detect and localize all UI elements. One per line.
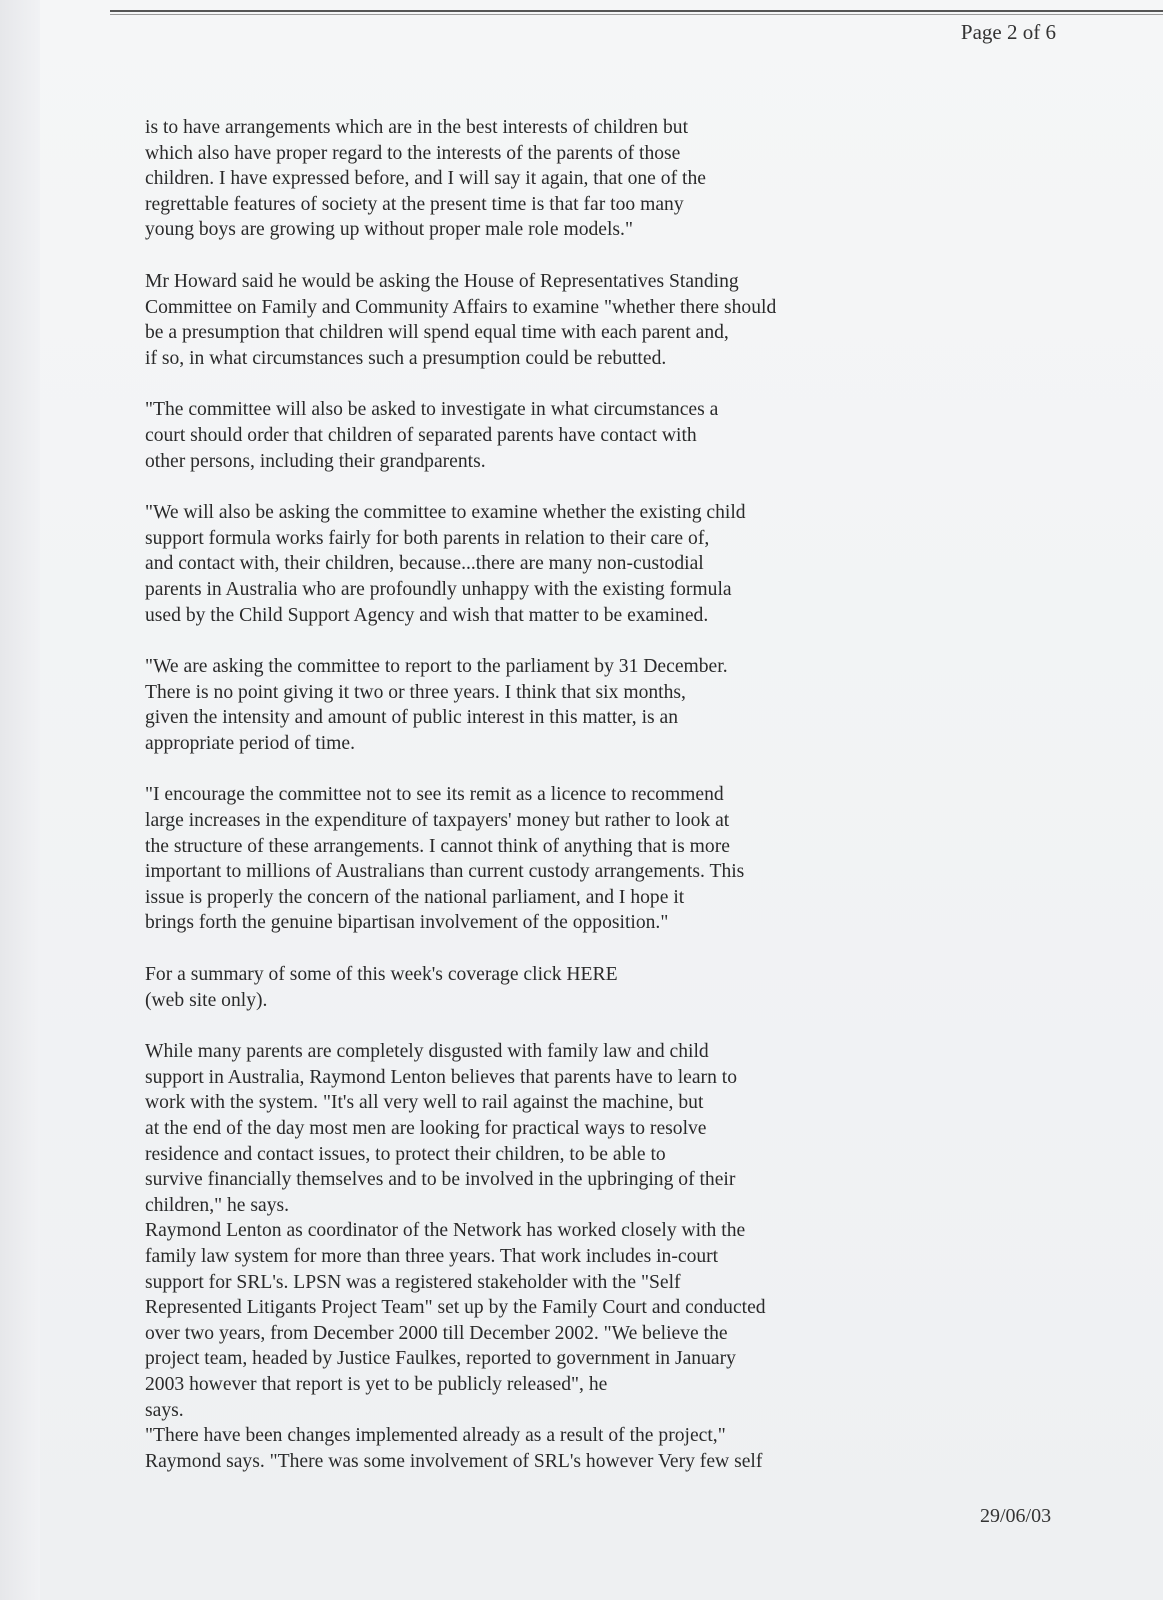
document-body [145, 115, 905, 1474]
text-line: large increases in the expenditure of taxpayers' money but rather to look at [145, 810, 730, 832]
text-line: other persons, including their grandparents. [145, 450, 486, 472]
text-line: Raymond Lenton as coordinator of the Network has worked closely with the [145, 1220, 746, 1242]
text-line: over two years, from December 2000 till December 2002. "We believe the [145, 1322, 728, 1344]
paragraph [145, 500, 905, 628]
text-line: Represented Litigants Project Team" set up by the Family Court and conducted [145, 1297, 766, 1319]
text-line: used by the Child Support Agency and wish that matter to be examined. [145, 604, 709, 626]
text-line: Mr Howard said he would be asking the House of Representatives Standing [145, 270, 739, 292]
text-line: given the intensity and amount of public interest in this matter, is an [145, 707, 679, 729]
text-line: is to have arrangements which are in the best interests of children but [145, 117, 689, 138]
text-line: at the end of the day most men are looking for practical ways to resolve [145, 1118, 707, 1139]
page-edge-shadow [0, 0, 40, 1600]
text-line: which also have proper regard to the interests of the parents of those [145, 142, 681, 164]
text-line: be a presumption that children will spend equal time with each parent and, [145, 322, 729, 344]
text-line: family law system for more than three years. That work includes in-court [145, 1245, 719, 1267]
text-line: support formula works fairly for both parents in relation to their care of, [145, 527, 710, 549]
text-line: support for SRL's. LPSN was a registered stakeholder with the "Self [145, 1271, 681, 1293]
text-line: work with the system. "It's all very well to rail against the machine, but [145, 1092, 704, 1114]
footer-date: 29/06/03 [980, 1505, 1052, 1527]
text-line: and contact with, their children, because...there are many non-custodial [145, 553, 704, 575]
text-line: There is no point giving it two or three years. I think that six months, [145, 681, 686, 703]
text-line: Raymond says. "There was some involvement of SRL's however Very few self [145, 1450, 763, 1472]
text-line: young boys are growing up without proper male role models." [145, 219, 633, 241]
paragraph [145, 962, 905, 1013]
text-line: "There have been changes implemented already as a result of the project," [145, 1425, 726, 1447]
page-number: Page 2 of 6 [960, 20, 1056, 44]
paragraph [145, 1218, 905, 1423]
text-line: support in Australia, Raymond Lenton believes that parents have to learn to [145, 1066, 738, 1088]
text-line: court should order that children of separated parents have contact with [145, 424, 697, 446]
paragraph [145, 115, 905, 243]
text-line: children. I have expressed before, and I will say it again, that one of the [145, 168, 706, 190]
text-line: the structure of these arrangements. I cannot think of anything that is more [145, 835, 730, 857]
text-line: "We will also be asking the committee to examine whether the existing child [145, 502, 746, 524]
text-line: While many parents are completely disgusted with family law and child [145, 1041, 709, 1063]
text-line: 2003 however that report is yet to be publicly released", he [145, 1373, 608, 1395]
paragraph [145, 1423, 905, 1474]
text-line: Committee on Family and Community Affairs to examine "whether there should [145, 296, 777, 318]
text-line: "We are asking the committee to report to the parliament by 31 December. [145, 656, 728, 678]
text-line: issue is properly the concern of the national parliament, and I hope it [145, 886, 685, 908]
text-line: project team, headed by Justice Faulkes, reported to government in January [145, 1348, 736, 1370]
text-line: important to millions of Australians than current custody arrangements. This [145, 861, 745, 883]
text-line: regrettable features of society at the present time is that far too many [145, 193, 684, 215]
text-line: survive financially themselves and to be involved in the upbringing of their [145, 1169, 736, 1191]
text-line: (web site only). [145, 989, 268, 1011]
text-line: children," he says. [145, 1194, 290, 1216]
text-line: parents in Australia who are profoundly unhappy with the existing formula [145, 578, 732, 600]
text-line: "I encourage the committee not to see its remit as a licence to recommend [145, 784, 724, 806]
paragraph [145, 782, 905, 936]
top-rule-secondary [110, 14, 1163, 15]
text-line: "The committee will also be asked to investigate in what circumstances a [145, 399, 719, 421]
text-line: appropriate period of time. [145, 732, 356, 754]
paragraph [145, 1039, 905, 1218]
text-line: For a summary of some of this week's coverage click HERE [145, 964, 618, 986]
text-line: residence and contact issues, to protect their children, to be able to [145, 1143, 666, 1165]
top-rule [110, 10, 1163, 12]
text-line: brings forth the genuine bipartisan involvement of the opposition." [145, 912, 669, 934]
paragraph [145, 269, 905, 371]
paragraph [145, 654, 905, 756]
text-line: says. [145, 1399, 184, 1421]
paragraph [145, 397, 905, 474]
text-line: if so, in what circumstances such a presumption could be rebutted. [145, 347, 667, 369]
